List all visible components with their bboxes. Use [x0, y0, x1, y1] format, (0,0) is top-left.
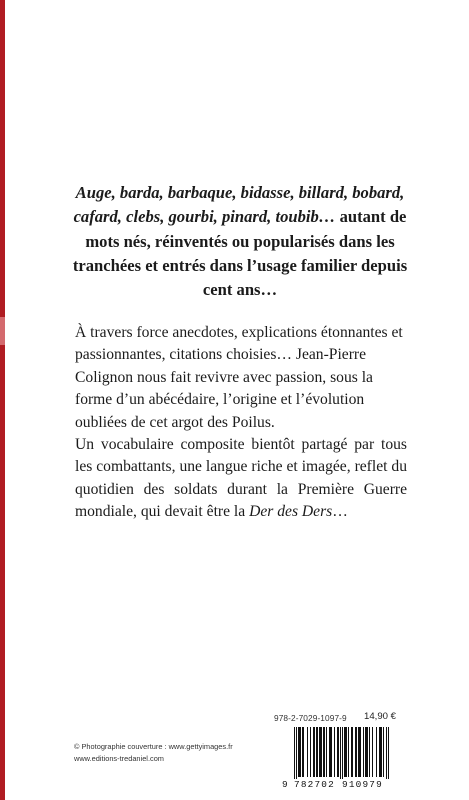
- barcode-bar: [299, 727, 300, 777]
- barcode-bar: [363, 727, 364, 777]
- barcode-bar: [317, 727, 318, 777]
- barcode-bar: [360, 727, 361, 777]
- barcode-icon: [282, 727, 402, 779]
- barcode-bar: [296, 727, 297, 779]
- barcode-bars: [282, 727, 402, 779]
- barcode-bar: [376, 727, 377, 777]
- barcode-bar: [329, 727, 330, 777]
- barcode-bar: [294, 727, 295, 779]
- body-text: [75, 322, 407, 524]
- isbn-number: 978-2-7029-1097-9: [274, 713, 347, 723]
- body-paragraph-1: À travers force anecdotes, explications étonnantes et passionnantes, citations choisies… Jean-Pierre Colignon nous fait revivre avec passion, sous la forme d’un abécédaire, l’origine et l’évolution oubliées de cet argot des Poilus.: [75, 324, 403, 431]
- barcode-bar: [310, 727, 311, 777]
- barcode-bar: [365, 727, 366, 777]
- barcode-bar: [326, 727, 327, 777]
- barcode-bar: [369, 727, 370, 777]
- barcode-first-digit: 9: [282, 779, 288, 790]
- barcode-bar: [340, 727, 341, 779]
- photo-credit: © Photographie couverture : www.gettyimages.fr: [74, 742, 233, 751]
- barcode-bar: [321, 727, 322, 777]
- barcode-bar: [358, 727, 359, 777]
- barcode-bar: [386, 727, 387, 779]
- credits-block: [74, 741, 233, 764]
- barcode-bar: [372, 727, 373, 777]
- barcode-bar: [314, 727, 315, 777]
- barcode-bar: [348, 727, 349, 777]
- barcode-bar: [338, 727, 339, 777]
- body-paragraph-2-italic: Der des Ders: [249, 503, 333, 521]
- blurb-italic-words: Auge, barda, barbaque, bidasse, billard, bobard, cafard, clebs, gourbi, pinard, toubib…: [73, 183, 405, 227]
- barcode-bar: [324, 727, 325, 777]
- body-paragraph-2-end: …: [332, 503, 348, 521]
- barcode-group-2: 910979: [342, 779, 383, 790]
- barcode-bar: [323, 727, 324, 777]
- barcode-bar: [344, 727, 345, 777]
- blurb-rest: autant de mots nés, réinventés ou popularisés dans les tranchées et entrés dans l’usage familier depuis cent ans…: [72, 207, 408, 300]
- barcode-bar: [342, 727, 343, 779]
- barcode-bar: [367, 727, 368, 777]
- barcode-bar: [313, 727, 314, 777]
- barcode-bar: [302, 727, 303, 777]
- spine-edge-light-band: [0, 317, 5, 345]
- publisher-website: www.editions-tredaniel.com: [74, 753, 164, 763]
- barcode-bar: [331, 727, 332, 777]
- spine-edge-red-strip: [0, 0, 5, 800]
- barcode-group-1: 782702: [294, 779, 335, 790]
- body-paragraph-2-start: Un vocabulaire composite bientôt partagé par tous les combattants, une langue riche et imagée, reflet du quotidien des soldats durant la Première Guerre mondiale, qui devait être la: [75, 436, 407, 521]
- barcode-bar: [381, 727, 382, 777]
- blurb-intro: [60, 181, 420, 302]
- barcode-bar: [303, 727, 304, 777]
- price-tag: 14,90 €: [364, 711, 397, 722]
- barcode-bar: [366, 727, 367, 777]
- barcode-bar: [345, 727, 346, 777]
- barcode-bar: [316, 727, 317, 777]
- barcode-bar: [298, 727, 299, 777]
- body-paragraph-2: [75, 434, 407, 524]
- barcode-bar: [380, 727, 381, 777]
- barcode-bar: [330, 727, 331, 777]
- barcode-bar: [383, 727, 384, 777]
- barcode-bar: [307, 727, 308, 777]
- barcode-bar: [359, 727, 360, 777]
- barcode-bar: [320, 727, 321, 777]
- barcode-bar: [337, 727, 338, 777]
- barcode-bar: [355, 727, 356, 777]
- barcode-bar: [379, 727, 380, 777]
- barcode-bar: [356, 727, 357, 777]
- barcode-bar: [351, 727, 352, 777]
- barcode-bar: [388, 727, 389, 779]
- barcode-bar: [352, 727, 353, 777]
- barcode-bar: [300, 727, 301, 777]
- barcode-bar: [319, 727, 320, 777]
- barcode-bar: [346, 727, 347, 777]
- barcode-bar: [334, 727, 335, 777]
